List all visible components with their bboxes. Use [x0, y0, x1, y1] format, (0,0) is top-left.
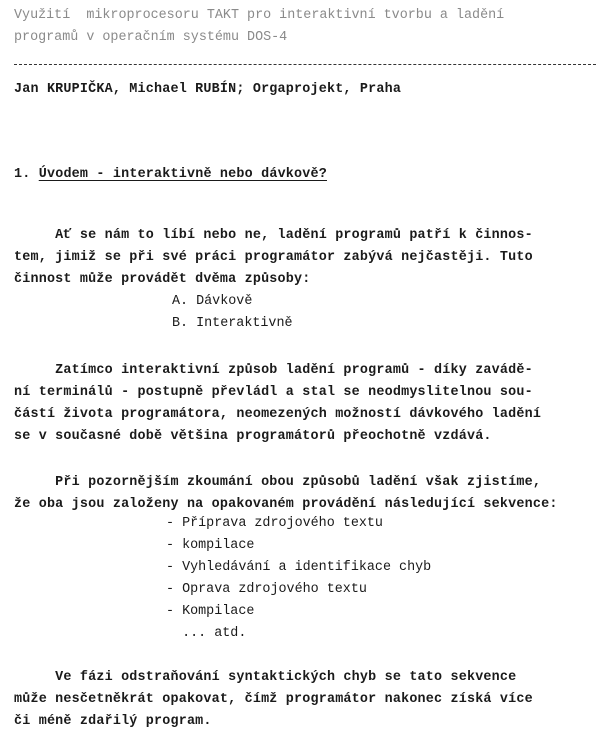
section-title: Úvodem - interaktivně nebo dávkově?: [38, 167, 327, 182]
document-title-line-2: programů v operačním systému DOS-4: [14, 30, 288, 45]
section-heading: [14, 167, 327, 183]
paragraph-1-line-1: Ať se nám to líbí nebo ne, ladění programů patří k činnos-: [14, 228, 533, 243]
authors-line: Jan KRUPIČKA, Michael RUBÍN; Orgaprojekt, Praha: [14, 82, 402, 97]
paragraph-4-line-2: může nesčetněkrát opakovat, čímž programátor nakonec získá více: [14, 692, 533, 707]
paragraph-3-line-1: Při pozornějším zkoumání obou způsobů ladění však zjistíme,: [14, 475, 542, 490]
paragraph-4-line-1: Ve fázi odstraňování syntaktických chyb se tato sekvence: [14, 670, 517, 685]
paragraph-1-line-3: činnost může provádět dvěma způsoby:: [14, 272, 311, 287]
document-title-line-1: Využití mikroprocesoru TAKT pro interaktivní tvorbu a ladění: [14, 8, 505, 23]
sequence-item-1: - Příprava zdrojového textu: [166, 516, 383, 531]
sequence-item-5: - Kompilace: [166, 604, 255, 619]
sequence-item-3: - Vyhledávání a identifikace chyb: [166, 560, 432, 575]
paragraph-1-line-2: tem, jimiž se při své práci programátor zabývá nejčastěji. Tuto: [14, 250, 533, 265]
sequence-item-2: - kompilace: [166, 538, 255, 553]
sequence-item-4: - Oprava zdrojového textu: [166, 582, 367, 597]
paragraph-4-line-3: či méně zdařilý program.: [14, 714, 212, 729]
section-number: 1.: [14, 167, 31, 182]
sequence-item-etc: ... atd.: [166, 626, 247, 641]
option-b: B. Interaktivně: [172, 316, 293, 331]
option-a: A. Dávkově: [172, 294, 253, 309]
paragraph-3-line-2: že oba jsou založeny na opakovaném provádění následující sekvence:: [14, 497, 558, 512]
paragraph-2-line-1: Zatímco interaktivní způsob ladění programů - díky zavádě-: [14, 363, 533, 378]
header-divider: [14, 64, 596, 65]
paragraph-2-line-2: ní terminálů - postupně převládl a stal se neodmyslitelnou sou-: [14, 385, 533, 400]
paragraph-2-line-4: se v současné době většina programátorů přeochotně vzdává.: [14, 429, 492, 444]
paragraph-2-line-3: částí života programátora, neomezených možností dávkového ladění: [14, 407, 542, 422]
